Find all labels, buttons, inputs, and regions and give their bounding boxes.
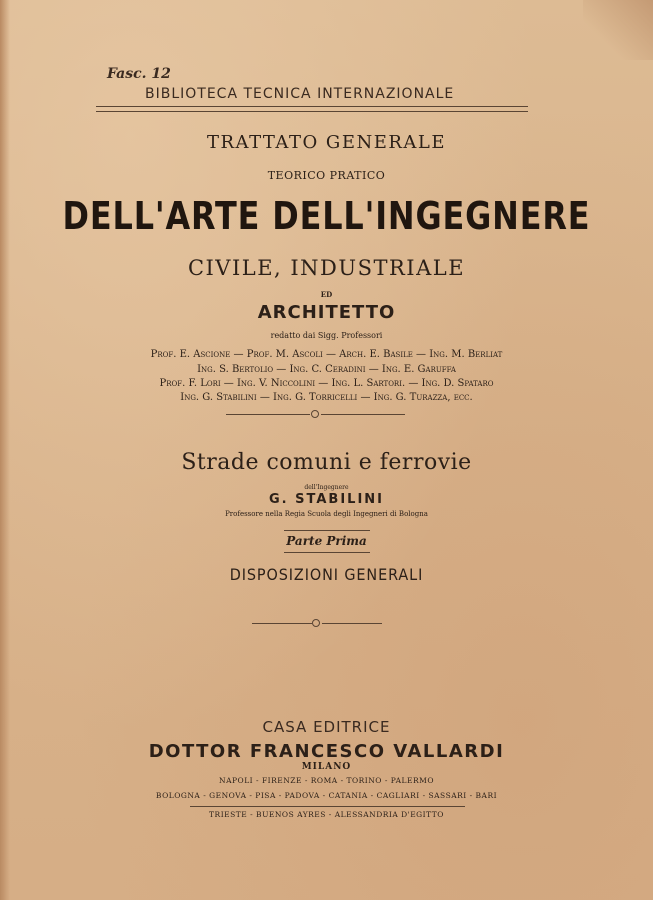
- title-line-1: TRATTATO GENERALE: [207, 132, 446, 153]
- fascicle-number: Fasc. 12: [107, 66, 171, 82]
- divider-line: [284, 552, 370, 553]
- authors-line-3: Prof. F. Lori — Ing. V. Niccolini — Ing. L. Sartori. — Ing. D. Spataro: [159, 378, 494, 389]
- volume-author-prefix: dell'Ingegnere: [304, 484, 349, 491]
- title-line-2: TEORICO PRATICO: [267, 169, 386, 182]
- publisher-label: CASA EDITRICE: [262, 718, 391, 736]
- worn-corner: [583, 0, 653, 60]
- publisher-city: MILANO: [301, 762, 352, 772]
- branch-cities-2: BOLOGNA - GENOVA - PISA - PADOVA - CATANIA - CAGLIARI - SASSARI - BARI: [155, 791, 498, 800]
- authors-line-1: Prof. E. Ascione — Prof. M. Ascoli — Arch. E. Basile — Ing. M. Berliat: [150, 349, 503, 360]
- authors-line-4: Ing. G. Stabilini — Ing. G. Torricelli — Ing. G. Turazza, ecc.: [180, 392, 473, 403]
- header-rule: [96, 106, 528, 112]
- volume-author-role: Professore nella Regia Scuola degli Ingegneri di Bologna: [225, 510, 428, 518]
- main-title: DELL'ARTE DELL'INGEGNERE: [62, 194, 591, 238]
- divider-line: [284, 530, 370, 531]
- divider-line: [190, 806, 465, 807]
- architect-title: ARCHITETTO: [257, 302, 396, 323]
- volume-author: G. STABILINI: [269, 492, 384, 507]
- publisher-name: DOTTOR FRANCESCO VALLARDI: [148, 741, 505, 762]
- conjunction: ED: [320, 290, 333, 299]
- branch-cities-1: NAPOLI - FIRENZE - ROMA - TORINO - PALERMO: [219, 776, 434, 785]
- edited-by: redatto dai Sigg. Professori: [270, 331, 383, 340]
- series-title: BIBLIOTECA TECNICA INTERNAZIONALE: [145, 86, 455, 102]
- authors-line-2: Ing. S. Bertolio — Ing. C. Ceradini — Ing. E. Garuffa: [197, 364, 456, 375]
- branch-cities-3: TRIESTE - BUENOS AYRES - ALESSANDRIA D'EGITTO: [209, 810, 444, 819]
- subtitle: CIVILE, INDUSTRIALE: [187, 256, 466, 280]
- section-title: DISPOSIZIONI GENERALI: [229, 565, 424, 584]
- part-label: Parte Prima: [286, 534, 367, 548]
- volume-title: Strade comuni e ferrovie: [181, 450, 472, 475]
